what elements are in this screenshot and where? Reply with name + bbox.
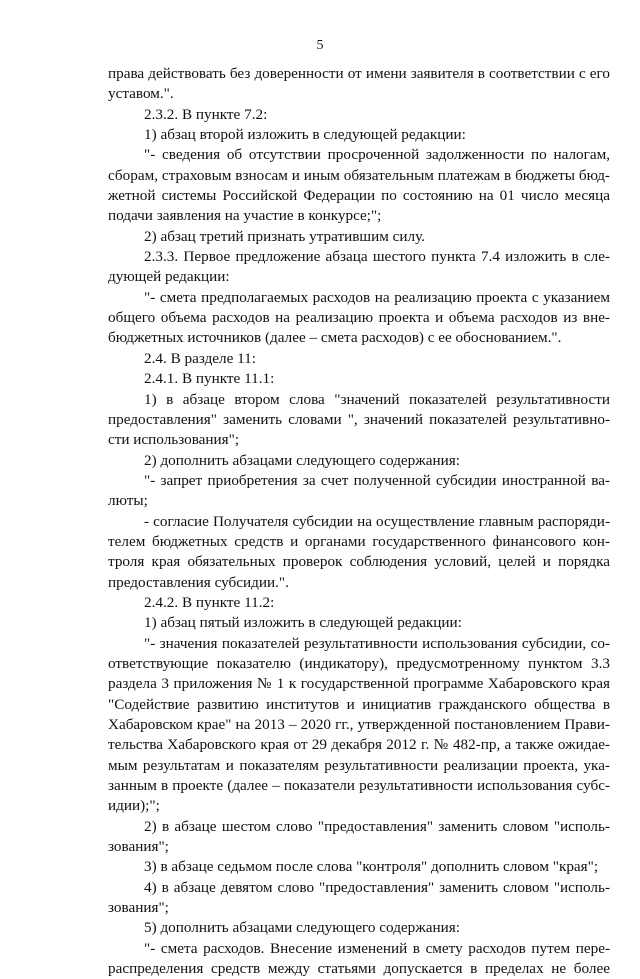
document-line: 2.4.1. В пункте 11.1: xyxy=(144,370,275,388)
document-line: "- запрет приобретения за счет полученной субсидии иностранной ва- xyxy=(144,471,610,489)
document-line: "- смета расходов. Внесение изменений в смету расходов путем пере- xyxy=(144,939,610,957)
document-line: дующей редакции: xyxy=(108,268,230,286)
document-line: предоставления субсидии.". xyxy=(108,573,289,591)
document-line: 1) в абзаце втором слова "значений показателей результативности xyxy=(144,390,610,408)
document-line: 4) в абзаце девятом слово "предоставления" заменить словом "исполь- xyxy=(144,878,610,896)
document-line: "Содействие развитию институтов и инициатив гражданского общества в xyxy=(108,695,610,713)
document-line: предоставления" заменить словами ", значений показателей результативно- xyxy=(108,410,610,428)
document-line: 2.4. В разделе 11: xyxy=(144,349,256,367)
page-number: 5 xyxy=(316,38,324,53)
document-line: сборам, страховым взносам и иным обязательным платежам в бюджеты бюд- xyxy=(108,166,610,184)
document-body xyxy=(108,64,610,979)
document-line: уставом.". xyxy=(108,85,174,103)
document-line: тельства Хабаровского края от 29 декабря 2012 г. № 482-пр, а также ожидае- xyxy=(108,736,610,754)
document-line: "- смета предполагаемых расходов на реализацию проекта с указанием xyxy=(144,288,610,306)
document-line: 1) абзац второй изложить в следующей редакции: xyxy=(144,126,466,144)
document-line: "- значения показателей результативности использования субсидии, со- xyxy=(144,634,610,652)
document-line: 2.4.2. В пункте 11.2: xyxy=(144,593,275,611)
document-line: Хабаровском крае" на 2013 – 2020 гг., утвержденной постановлением Прави- xyxy=(108,716,610,733)
document-line: 2) в абзаце шестом слово "предоставления" заменить словом "исполь- xyxy=(144,817,610,835)
document-line: общего объема расходов на реализацию проекта и объема расходов из вне- xyxy=(108,309,610,327)
document-line: мым результатам и показателям результативности реализации проекта, ука- xyxy=(108,756,610,774)
document-line: 1) абзац пятый изложить в следующей редакции: xyxy=(144,614,462,632)
document-line: бюджетных источников (далее – смета расходов) с ее обоснованием.". xyxy=(108,329,562,347)
document-line: распределения средств между статьями допускается в пределах не более xyxy=(108,960,610,978)
document-line: зования"; xyxy=(108,838,169,856)
document-line: права действовать без доверенности от имени заявителя в соответствии с его xyxy=(108,65,610,82)
document-line: 2.3.2. В пункте 7.2: xyxy=(144,105,268,123)
document-line: "- сведения об отсутствии просроченной задолженности по налогам, xyxy=(144,146,610,164)
document-line: жетной системы Российской Федерации по состоянию на 01 число месяца xyxy=(108,187,610,205)
document-line: занным в проекте (далее – показатели результативности использования субс- xyxy=(108,777,610,795)
document-line: 2.3.3. Первое предложение абзаца шестого пункта 7.4 изложить в сле- xyxy=(144,248,610,266)
document-line: зования"; xyxy=(108,899,169,917)
document-line: троля края обязательных проверок соблюдения условий, целей и порядка xyxy=(108,553,610,571)
document-line: телем бюджетных средств и органами государственного финансового кон- xyxy=(108,532,610,550)
document-line: 2) дополнить абзацами следующего содержания: xyxy=(144,451,460,469)
document-line: раздела 3 приложения № 1 к государственной программе Хабаровского края xyxy=(108,675,610,693)
document-line: люты; xyxy=(108,492,148,510)
document-line: идии);"; xyxy=(108,797,160,815)
document-line: сти использования"; xyxy=(108,431,240,449)
document-line: 2) абзац третий признать утратившим силу. xyxy=(144,227,425,245)
document-line: 3) в абзаце седьмом после слова "контроля" дополнить словом "края"; xyxy=(144,858,599,876)
document-line: - согласие Получателя субсидии на осуществление главным распоряди- xyxy=(144,512,610,530)
document-line: подачи заявления на участие в конкурсе;"; xyxy=(108,207,382,225)
document-line: 5) дополнить абзацами следующего содержания: xyxy=(144,919,460,937)
document-line: ответствующие показателю (индикатору), предусмотренному пунктом 3.3 xyxy=(108,654,610,672)
